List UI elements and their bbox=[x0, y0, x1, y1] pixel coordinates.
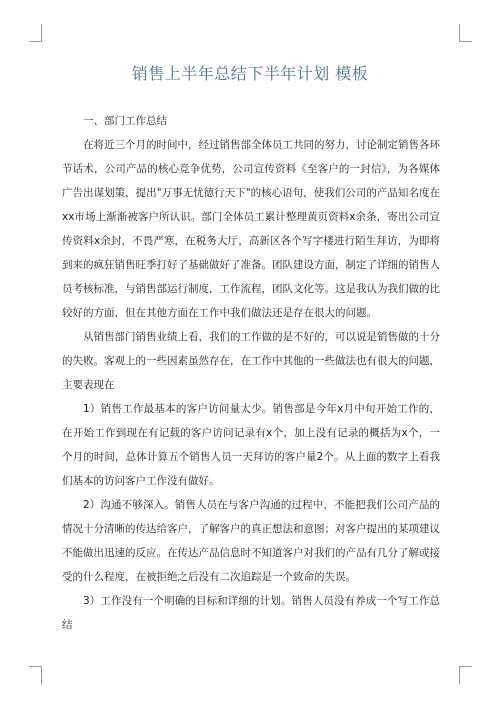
paragraph-visit-count: 1）销售工作最基本的客户访问量太少。销售部是今年x月中旬开始工作的，在开始工作到现在有记载的客户访问记录有x个，加上没有记录的概括为x个，一个月的时间，总体计算五个销售人员一天拜访的客户量2个。从上面的数字上看我们基本的访问客户工作没有做好。 bbox=[62, 403, 440, 487]
document-title: 销售上半年总结下半年计划 模板 bbox=[131, 64, 369, 83]
crop-mark-bottom-right bbox=[459, 666, 472, 684]
paragraph-communication: 2）沟通不够深入。销售人员在与客户沟通的过程中，不能把我们公司产品的情况十分清晰的传达给客户，了解客户的真正想法和意图；对客户提出的某项建议不能做出迅速的反应。在传达产品信息时不知道客户对我们的产品有几分了解或接受的什么程度，在被拒绝之后没有二次追踪是一个致命的失误。 bbox=[62, 499, 440, 583]
paragraph-goals-plan: 3）工作没有一个明确的目标和详细的计划。销售人员没有养成一个写工作总结 bbox=[62, 595, 440, 631]
crop-mark-top-left bbox=[29, 24, 42, 42]
document-body bbox=[62, 109, 440, 637]
paragraph-work-summary: 在将近三个月的时间中，经过销售部全体员工共同的努力，讨论制定销售各环节话术，公司产品的核心竞争优势，公司宣传资料《至客户的一封信》，为各媒体广告出谋划策，提出"万事无忧德行天下"的核心语句，使我们公司的产品知名度在xx市场上渐渐被客户所认识。部门全体员工累计整理黄页资料x余条，寄出公司宣传资料x余封，不畏严寒，在税务大厅，高新区各个写字楼进行陌生拜访，为即将到来的疯狂销售旺季打好了基础做好了准备。团队建设方面，制定了详细的销售人员考核标准，与销售部运行制度，工作流程，团队文化等。这是我认为我们做的比较好的方面，但在其他方面在工作中我们做法还是存在很大的问题。 bbox=[62, 139, 440, 319]
section-heading: 一、部门工作总结 bbox=[83, 115, 167, 127]
crop-mark-bottom-left bbox=[29, 666, 42, 684]
paragraph-sales-performance: 从销售部门销售业绩上看，我们的工作做的是不好的，可以说是销售做的十分的失败。客观上的一些因素虽然存在，在工作中其他的一些做法也有很大的问题，主要表现在 bbox=[62, 331, 440, 391]
crop-mark-top-right bbox=[459, 24, 472, 42]
